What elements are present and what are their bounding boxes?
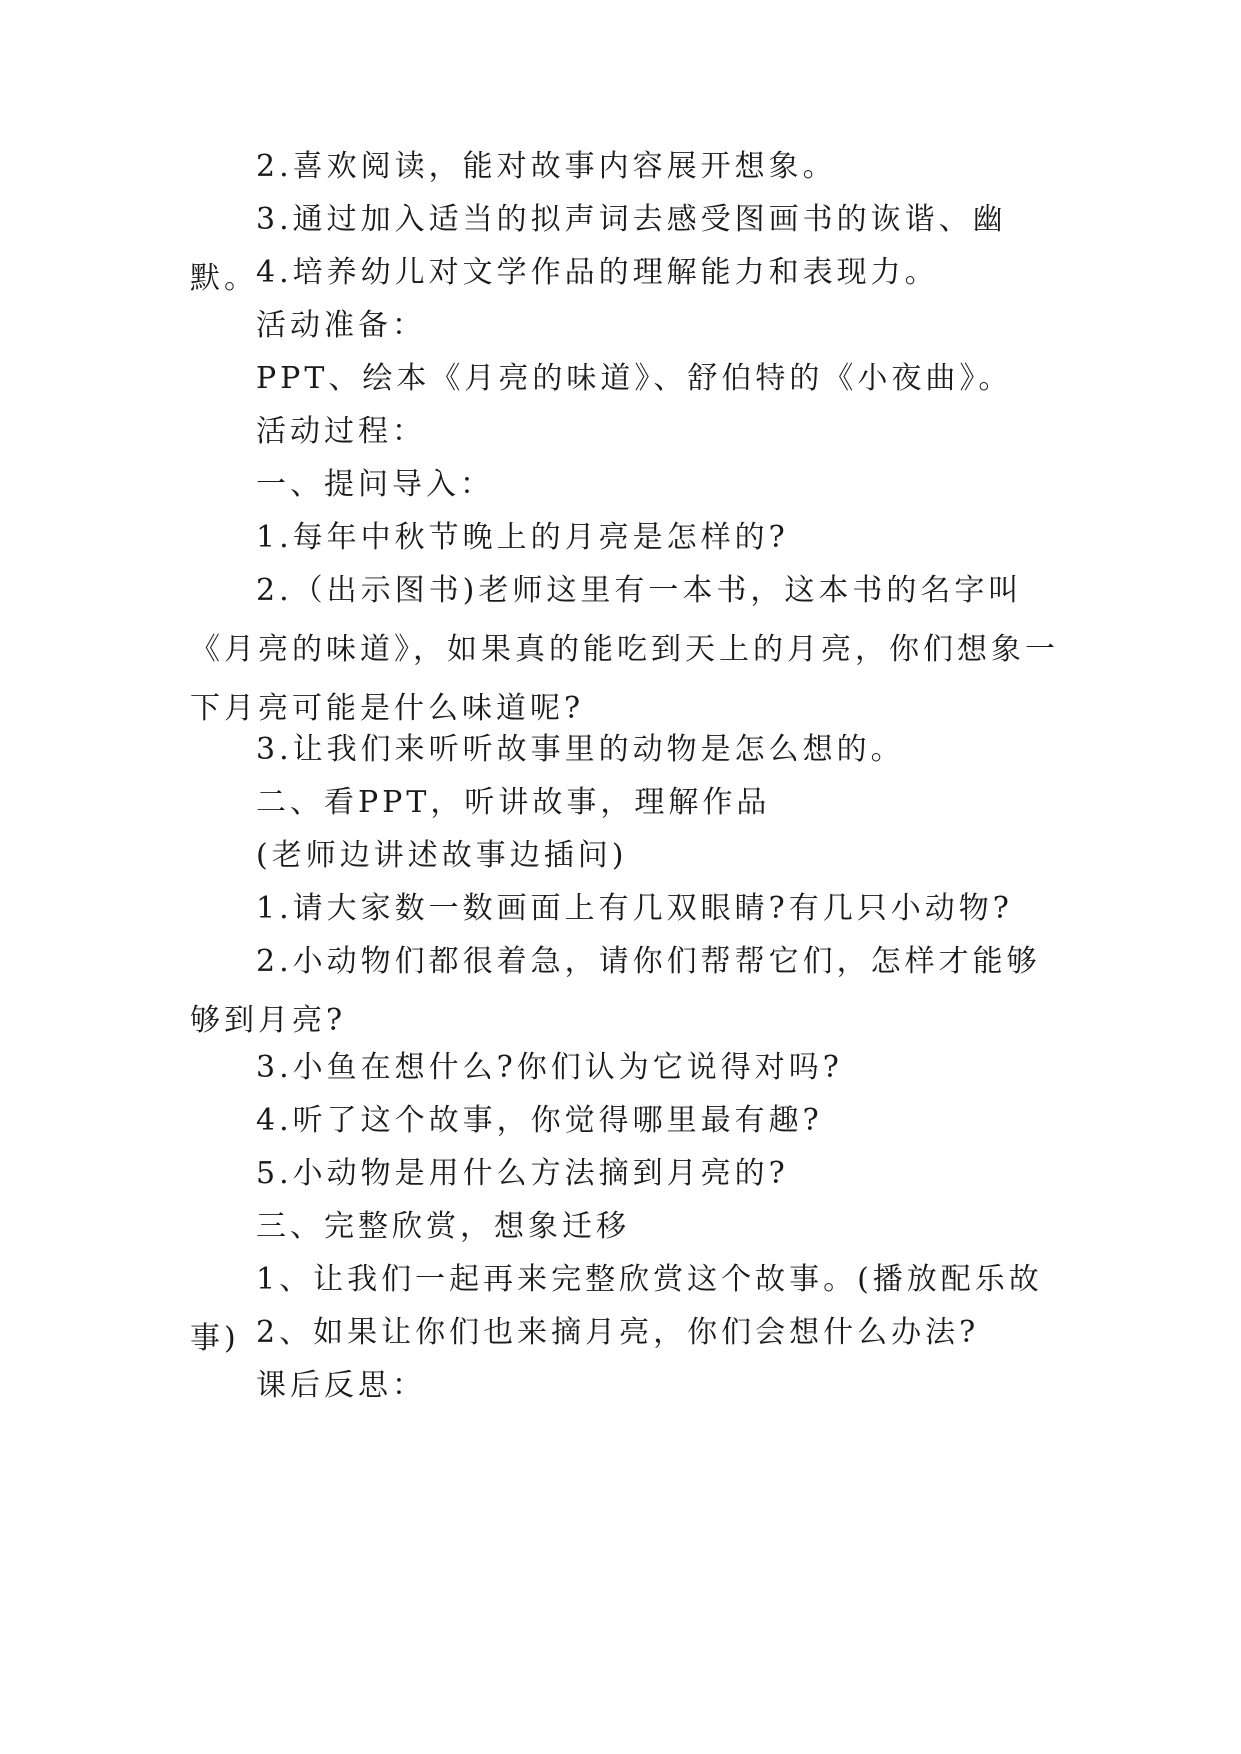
paragraph: 课后反思： — [256, 1368, 426, 1403]
paragraph: 1.每年中秋节晚上的月亮是怎样的? — [256, 520, 789, 555]
paragraph: 2.小动物们都很着急，请你们帮帮它们，怎样才能够够到月亮? — [190, 944, 1041, 1038]
paragraph: (老师边讲述故事边插问) — [256, 838, 628, 873]
paragraph: 3.小鱼在想什么?你们认为它说得对吗? — [256, 1050, 843, 1085]
paragraph: 2、如果让你们也来摘月亮，你们会想什么办法? — [256, 1315, 980, 1350]
paragraph: 二、看PPT，听讲故事，理解作品 — [256, 785, 771, 820]
paragraph: 3.让我们来听听故事里的动物是怎么想的。 — [256, 732, 905, 767]
paragraph: 1.请大家数一数画面上有几双眼睛?有几只小动物? — [256, 891, 1013, 926]
paragraph: 2.喜欢阅读，能对故事内容展开想象。 — [256, 149, 837, 184]
paragraph: 三、完整欣赏，想象迁移 — [256, 1209, 630, 1244]
paragraph: 一、提问导入： — [256, 467, 494, 502]
paragraph: PPT、绘本《月亮的味道》、舒伯特的《小夜曲》。 — [256, 361, 1013, 396]
paragraph: 1、让我们一起再来完整欣赏这个故事。(播放配乐故事) — [190, 1262, 1043, 1356]
paragraph: 4.培养幼儿对文学作品的理解能力和表现力。 — [256, 255, 939, 290]
paragraph: 活动准备： — [256, 308, 426, 343]
paragraph: 5.小动物是用什么方法摘到月亮的? — [256, 1156, 789, 1191]
paragraph: 2.（出示图书)老师这里有一本书，这本书的名字叫《月亮的味道》，如果真的能吃到天上的月亮，你们想象一下月亮可能是什么味道呢? — [190, 573, 1059, 726]
paragraph: 3.通过加入适当的拟声词去感受图画书的诙谐、幽默。 — [190, 202, 1007, 296]
paragraph: 4.听了这个故事，你觉得哪里最有趣? — [256, 1103, 823, 1138]
paragraph: 活动过程： — [256, 414, 426, 449]
